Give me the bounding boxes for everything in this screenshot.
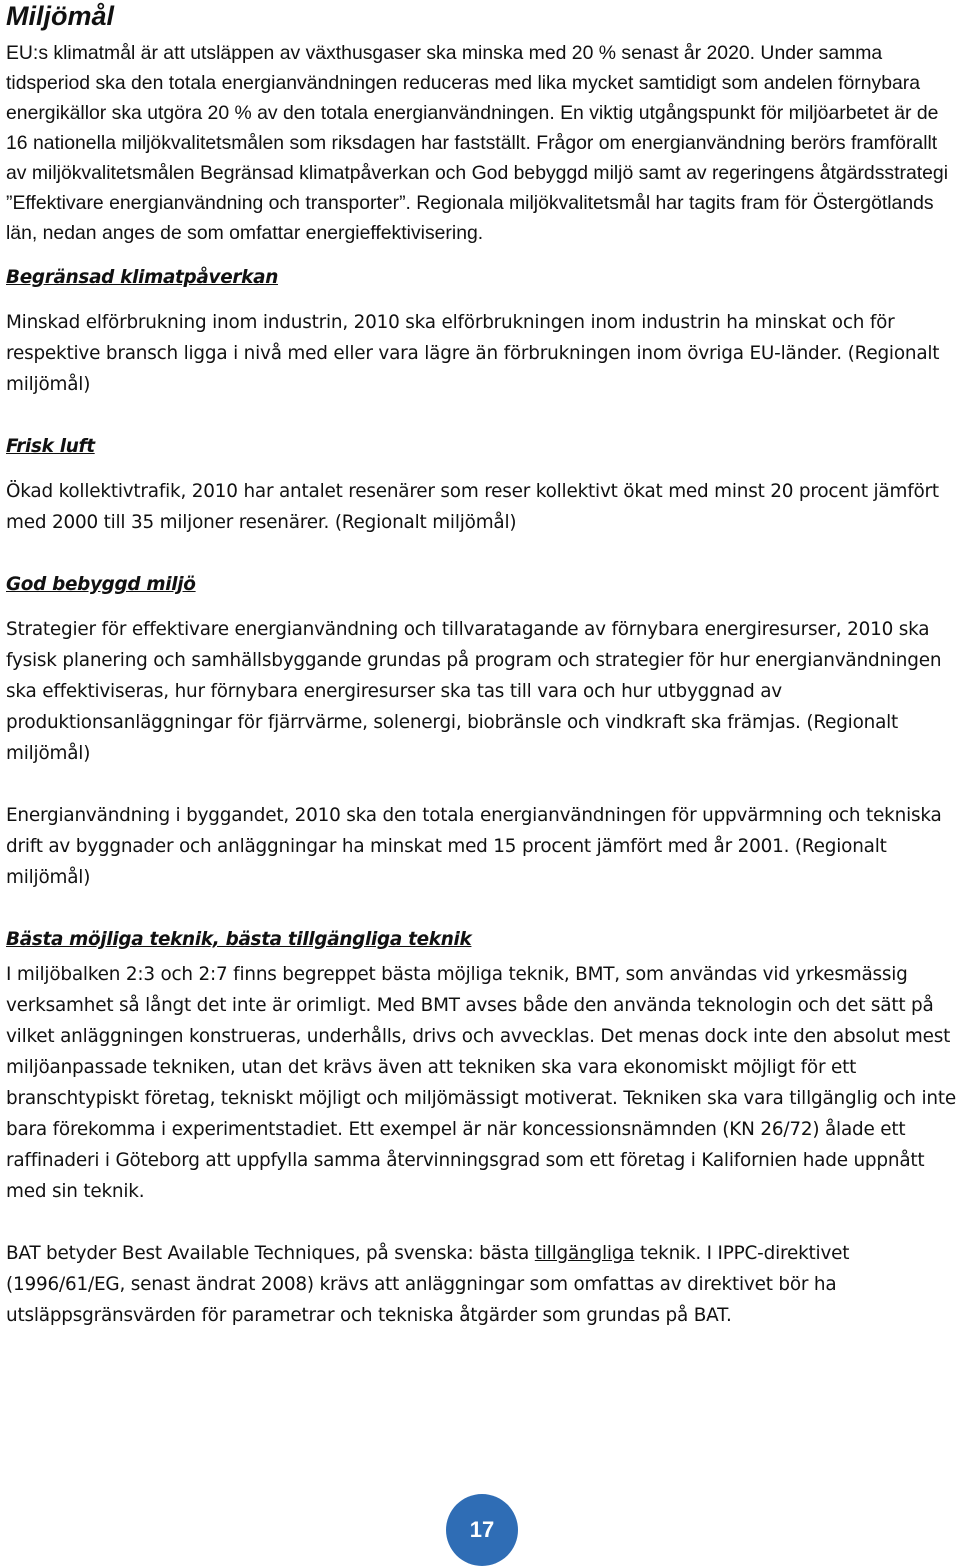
spacer — [6, 248, 958, 262]
section-heading-klimat: Begränsad klimatpåverkan — [6, 267, 278, 288]
bat-underlined-word: tillgängliga — [534, 1243, 635, 1264]
page-number: 17 — [469, 1517, 495, 1542]
section-paragraph: Energianvändning i byggandet, 2010 ska den totala energianvändningen för uppvärmning och tekniska drift av byggnader och anläggningar ha minskat med 15 procent jämfört med år 2001. (Regionalt miljömål) — [6, 805, 942, 888]
page-number-badge — [446, 1494, 518, 1566]
spacer — [6, 293, 958, 307]
bat-text-before: BAT betyder Best Available Techniques, på svenska: bästa — [6, 1243, 535, 1264]
section-paragraph: Minskad elförbrukning inom industrin, 2010 ska elförbrukningen inom industrin ha minskat och för respektive bransch ligga i nivå med eller vara lägre än förbrukningen inom övriga EU-länder. (Regionalt miljömål) — [6, 312, 940, 395]
intro-paragraph: EU:s klimatmål är att utsläppen av växthusgaser ska minska med 20 % senast år 2020. Under samma tidsperiod ska den totala energianvändningen reduceras med lika mycket samtidigt som andelen förnybara energikällor ska utgöra 20 % av den totala energianvändningen. En viktig utgångspunkt för miljöarbetet är de 16 nationella miljökvalitetsmålen som riksdagen har fastställt. Frågor om energianvändning berörs framförallt av miljökvalitetsmålen Begränsad klimatpåverkan och God bebyggd miljö samt av regeringens åtgärdsstrategi ”Effektivare energianvändning och transporter”. Regionala miljökvalitetsmål har tagits fram för Östergötlands län, nedan anges de som omfattar energieffektivisering. — [6, 42, 948, 244]
spacer — [6, 462, 958, 476]
bat-text-after: teknik. I IPPC-direktivet (1996/61/EG, senast ändrat 2008) krävs att anläggningar som omfattas av direktivet bör ha utsläppsgränsvärden för parametrar och tekniska åtgärder som grundas på BAT. — [6, 1243, 850, 1326]
section-paragraph: Strategier för effektivare energianvändning och tillvaratagande av förnybara energiresurser, 2010 ska fysisk planering och samhällsbyggande grundas på program och strategier för hur energianvändningen ska effektiviseras, hur förnybara energiresurser ska tas till vara och hur utbyggnad av produktionsanläggningar för fjärrvärme, solenergi, biobränsle och vindkraft ska främjas. (Regionalt miljömål) — [6, 619, 942, 764]
spacer — [6, 1207, 958, 1238]
section-heading-basta-teknik: Bästa möjliga teknik, bästa tillgängliga teknik — [6, 929, 472, 950]
page-title: Miljömål — [6, 1, 115, 31]
spacer — [6, 893, 958, 924]
spacer — [6, 538, 958, 569]
section-paragraph: I miljöbalken 2:3 och 2:7 finns begreppet bästa möjliga teknik, BMT, som användas vid yrkesmässig verksamhet så långt det inte är orimligt. Med BMT avses både den använda teknologin och det sätt på vilket anläggningen konstrueras, underhålls, drivs och avvecklas. Det menas dock inte den absolut mest miljöanpassade tekniken, utan det krävs även att tekniken ska vara ekonomiskt möjligt för ett branschtypiskt företag, tekniskt möjligt och miljömässigt motiverat. Tekniken ska vara tillgänglig och inte bara förekomma i experimentstadiet. Ett exempel är när koncessionsnämnden (KN 26/72) ålade ett raffinaderi i Göteborg att uppfylla samma återvinningsgrad som ett företag i Kalifornien hade uppnått med sin teknik. — [6, 964, 956, 1202]
document-page — [6, 0, 958, 1331]
section-heading-frisk-luft: Frisk luft — [6, 436, 95, 457]
spacer — [6, 600, 958, 614]
bat-paragraph — [6, 1238, 958, 1331]
section-heading-god-bebyggd-miljo: God bebyggd miljö — [6, 574, 196, 595]
spacer — [6, 400, 958, 431]
section-paragraph: Ökad kollektivtrafik, 2010 har antalet resenärer som reser kollektivt ökat med minst 20 procent jämfört med 2000 till 35 miljoner resenärer. (Regionalt miljömål) — [6, 481, 939, 533]
spacer — [6, 769, 958, 800]
